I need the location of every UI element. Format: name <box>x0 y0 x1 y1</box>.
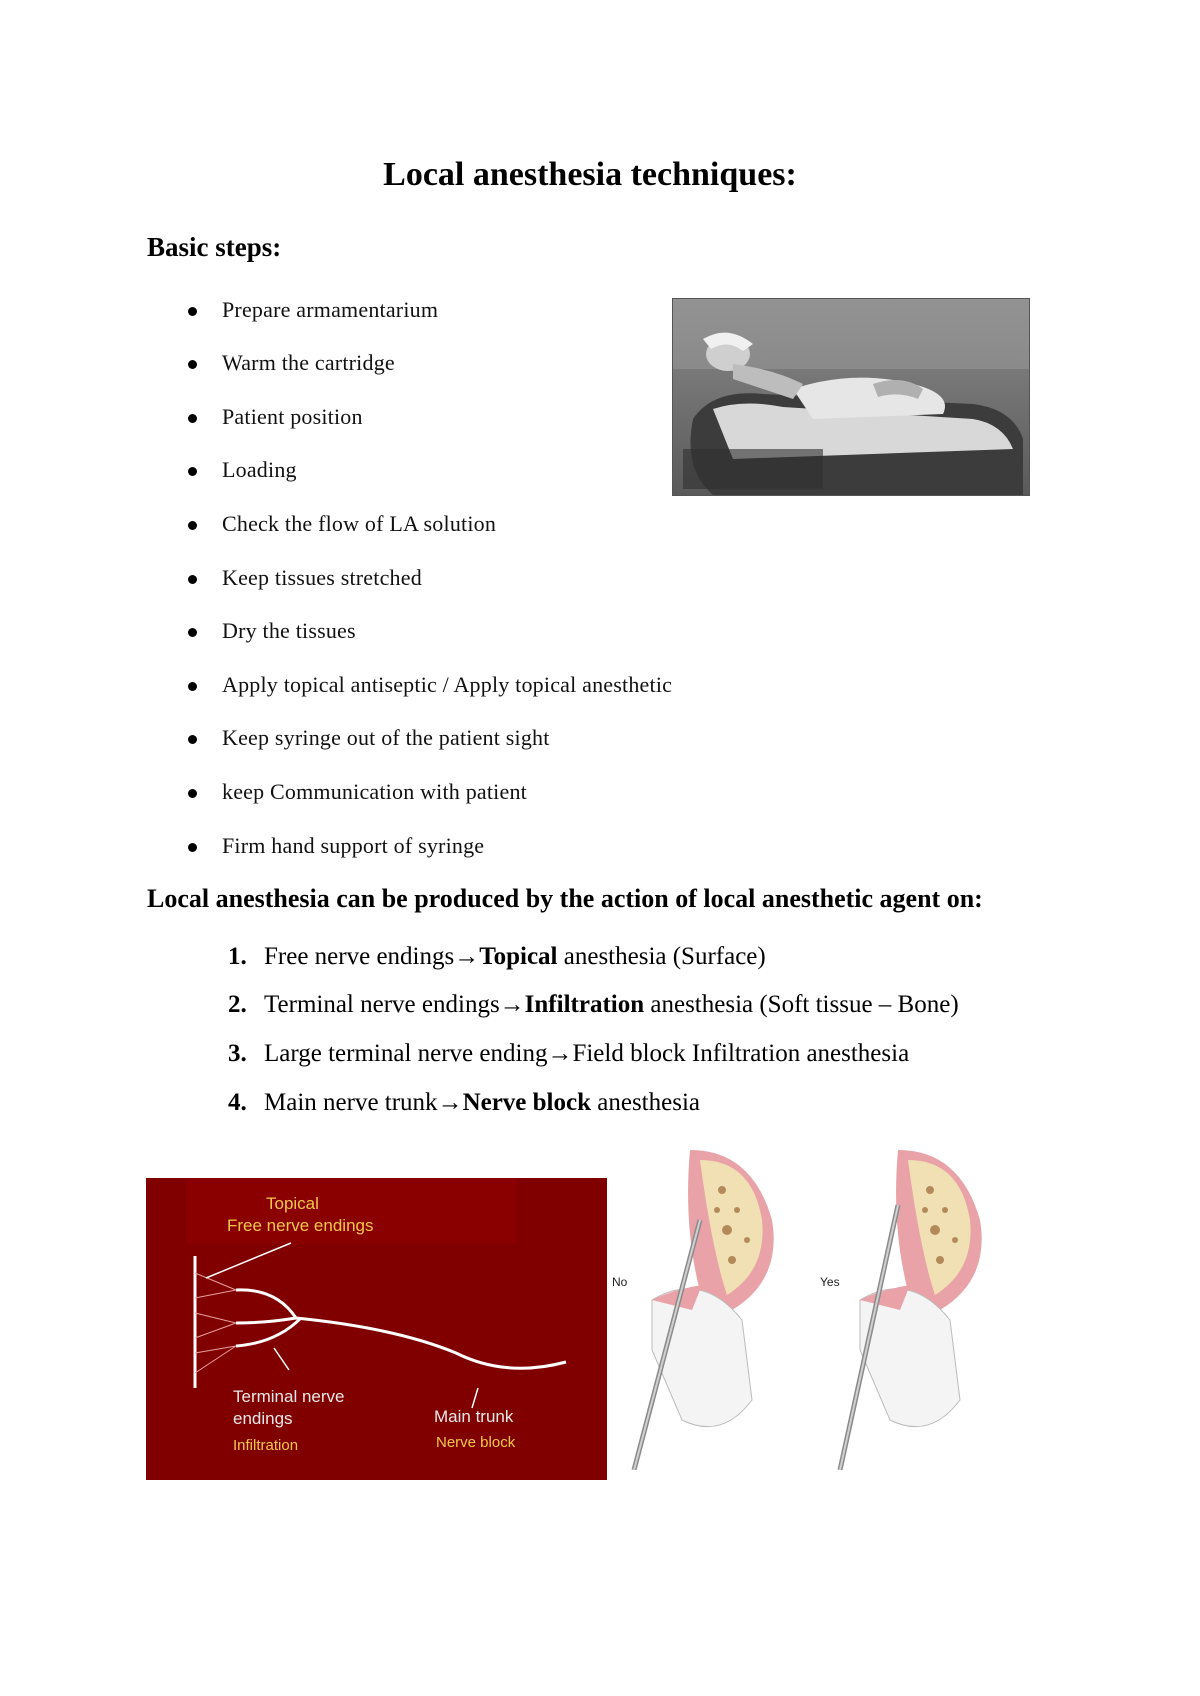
list-item: Firm hand support of syringe <box>222 833 485 858</box>
production-heading: Local anesthesia can be produced by the action of local anesthetic agent on: <box>147 884 983 913</box>
item-text: Free nerve endings <box>264 943 455 970</box>
no-label: No <box>612 1275 628 1289</box>
item-text: anesthesia (Surface) <box>557 943 766 970</box>
list-item: Loading <box>222 457 297 482</box>
basic-steps-heading: Basic steps: <box>147 232 282 262</box>
item-emphasis: Topical <box>479 943 558 970</box>
injection-yes-illustration <box>820 1150 1010 1470</box>
patient-position-photo <box>672 298 1030 496</box>
item-emphasis: Infiltration <box>524 991 645 1018</box>
list-item: Keep tissues stretched <box>222 565 422 590</box>
nerve-ending-diagram <box>146 1178 607 1480</box>
list-item: Prepare armamentarium <box>222 297 439 322</box>
list-item: Apply topical antiseptic / Apply topical anesthetic <box>222 672 673 697</box>
item-text: anesthesia <box>591 1089 700 1116</box>
item-number: 3. <box>228 1040 247 1067</box>
page-title: Local anesthesia techniques: <box>383 156 797 193</box>
nerve-block-label: Nerve block <box>436 1434 516 1451</box>
arrow-icon: → <box>547 1040 573 1067</box>
endings-label: endings <box>233 1409 293 1428</box>
item-text: Main nerve trunk <box>264 1089 438 1116</box>
arrow-icon: → <box>437 1089 463 1116</box>
yes-label: Yes <box>820 1275 840 1289</box>
topical-label: Topical <box>266 1194 319 1213</box>
item-text: Terminal nerve endings <box>264 991 500 1018</box>
main-trunk-label: Main trunk <box>434 1407 514 1426</box>
free-nerve-endings-label: Free nerve endings <box>227 1216 374 1235</box>
list-item: Dry the tissues <box>222 618 356 643</box>
list-item: Keep syringe out of the patient sight <box>222 725 550 750</box>
item-number: 1. <box>228 943 247 970</box>
item-text: anesthesia (Soft tissue – Bone) <box>644 991 959 1018</box>
list-item: Warm the cartridge <box>222 350 395 375</box>
list-item: Patient position <box>222 404 363 429</box>
injection-no-illustration <box>612 1150 802 1470</box>
arrow-icon: → <box>454 943 480 970</box>
item-text: Field block Infiltration anesthesia <box>572 1040 910 1067</box>
item-number: 2. <box>228 991 247 1018</box>
list-item: keep Communication with patient <box>222 779 527 804</box>
arrow-icon: → <box>499 991 525 1018</box>
item-number: 4. <box>228 1089 247 1116</box>
list-item: Check the flow of LA solution <box>222 511 497 536</box>
terminal-nerve-label: Terminal nerve <box>233 1387 345 1406</box>
item-text: Large terminal nerve ending <box>264 1040 548 1067</box>
infiltration-label: Infiltration <box>233 1437 299 1454</box>
item-emphasis: Nerve block <box>462 1089 592 1116</box>
